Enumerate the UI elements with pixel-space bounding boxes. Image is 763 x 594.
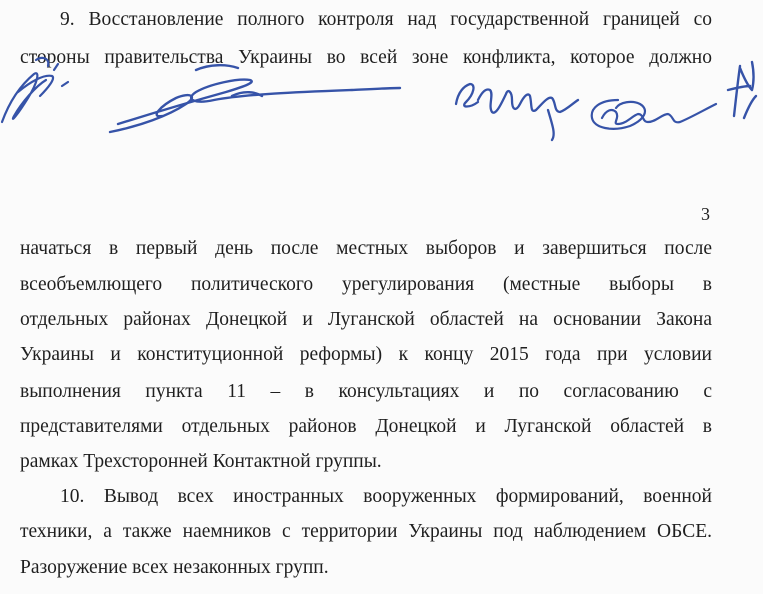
item9-line-1: 9. Восстановление полного контроля над государственной границей со xyxy=(60,9,712,30)
item9-line-2: стороны правительства Украины во всей зоне конфликта, которое должно xyxy=(20,47,712,68)
item9-line-9: рамках Трехсторонней Контактной группы. xyxy=(20,451,382,472)
signature-3 xyxy=(456,84,578,140)
page-number: 3 xyxy=(701,204,710,224)
item9-line-7: выполнения пункта 11 – в консультациях и по согласованию с xyxy=(20,381,712,402)
signature-2 xyxy=(110,65,400,132)
item10-line-2: техники, а также наемников с территории Украины под наблюдением ОБСЕ. xyxy=(20,521,712,542)
signature-4 xyxy=(592,100,716,129)
item9-line-8: представителями отдельных районов Донецкой и Луганской областей в xyxy=(20,416,712,437)
item10-line-1: 10. Вывод всех иностранных вооруженных формирований, военной xyxy=(60,486,712,507)
item9-line-4: всеобъемлющего политического урегулирования (местные выборы в xyxy=(20,274,712,295)
item10-line-3: Разоружение всех незаконных групп. xyxy=(20,557,329,578)
item9-line-6: Украины и конституционной реформы) к концу 2015 года при условии xyxy=(20,344,712,365)
item9-line-5: отдельных районах Донецкой и Луганской областей на основании Закона xyxy=(20,309,712,330)
item9-line-3: начаться в первый день после местных выборов и завершиться после xyxy=(20,238,712,259)
signature-5 xyxy=(728,62,756,118)
